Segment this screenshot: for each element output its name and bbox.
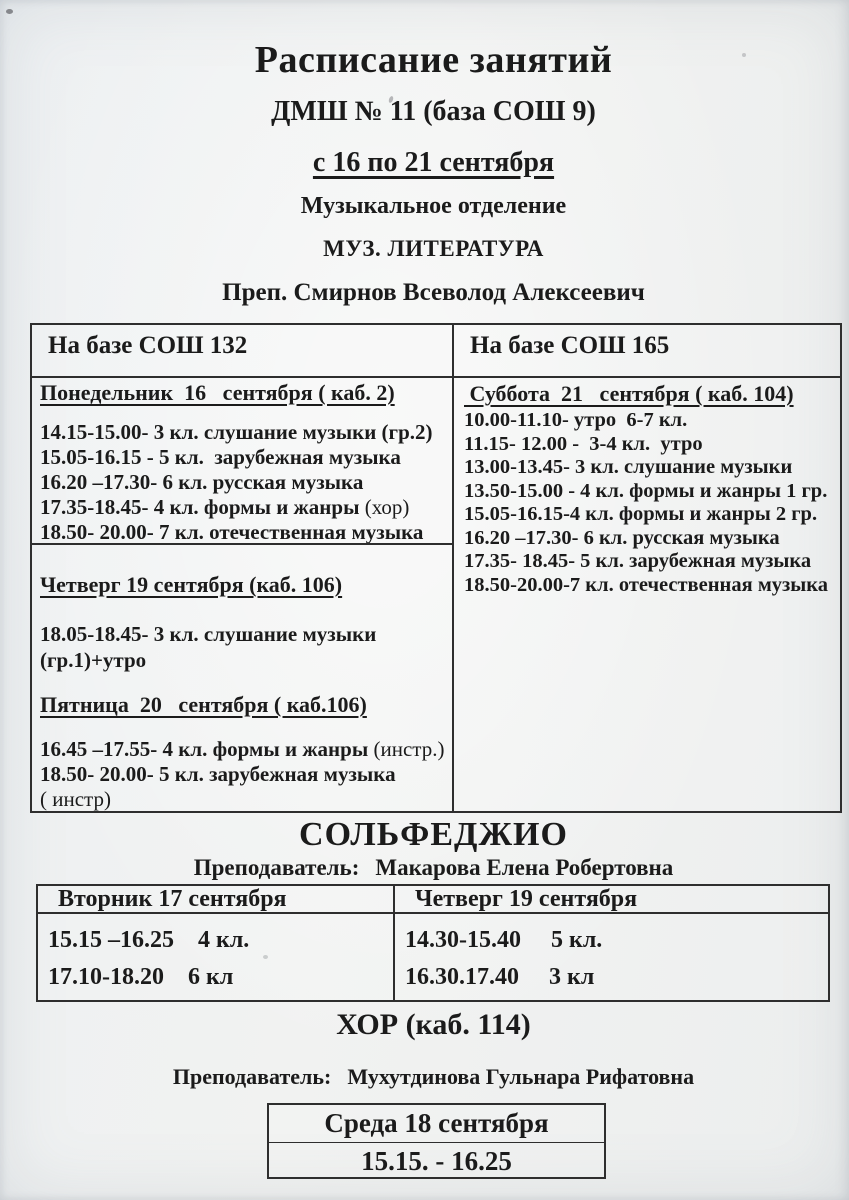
choir-table [267,1103,606,1179]
schedule-line: 17.35-18.45- 4 кл. формы и жанры (хор) [40,495,410,519]
solfeggio-column-tuesday [38,886,395,1000]
solfeggio-table [36,884,830,1002]
schedule-line: 18.05-18.45- 3 кл. слушание музыки [40,622,377,646]
document-title: Расписание занятий [254,39,613,81]
schedule-line: 16.20 –17.30- 6 кл. русская музыка [464,526,780,549]
friday-day-header: Пятница 20 сентября ( каб.106) [40,692,367,717]
schedule-line: 13.50-15.00 - 4 кл. формы и жанры 1 гр. [464,479,828,502]
column-sosh-132 [32,325,454,811]
monday-day-header: Понедельник 16 сентября ( каб. 2) [40,380,395,405]
solfeggio-teacher: Преподаватель: Макарова Елена Робертовна [193,855,674,880]
solfeggio-row: 14.30-15.40 5 кл. [405,927,603,953]
department-name: Музыкальное отделение [300,193,567,219]
column-sosh-165 [454,325,840,811]
thursday-lines [40,621,452,673]
friday-lines [40,737,452,811]
date-range: с 16 по 21 сентября [312,147,555,178]
schedule-line: 18.50-20.00-7 кл. отечественная музыка [464,573,829,596]
schedule-line: (гр.1)+утро [40,648,147,672]
choir-day: Среда 18 сентября [269,1105,604,1143]
saturday-lines [464,409,840,597]
scan-artifact [742,53,746,57]
schedule-line: 16.20 –17.30- 6 кл. русская музыка [40,470,364,494]
schedule-line: 17.35- 18.45- 5 кл. зарубежная музыка [464,550,812,572]
solfeggio-column-thursday [395,886,828,1000]
schedule-line: 15.05-16.15 - 5 кл. зарубежная музыка [40,445,401,469]
choir-teacher: Преподаватель: Мухутдинова Гульнара Рифатовна [172,1064,695,1089]
schedule-line: 16.45 –17.55- 4 кл. формы и жанры (инстр.) [40,737,445,761]
schedule-line: 10.00-11.10- утро 6-7 кл. [464,409,688,431]
monday-cell [32,378,452,545]
choir-time: 15.15. - 16.25 [361,1146,512,1176]
column-header-sosh-132: На базе СОШ 132 [32,325,452,378]
scan-artifact [263,955,268,959]
solfeggio-row: 17.10-18.20 6 кл [48,964,234,990]
main-teacher: Преп. Смирнов Всеволод Алексеевич [222,279,645,306]
school-name: ДМШ № 11 (база СОШ 9) [271,96,596,127]
schedule-line: 18.50- 20.00- 7 кл. отечественная музыка [40,520,424,544]
saturday-cell [454,378,840,811]
schedule-line: 14.15-15.00- 3 кл. слушание музыки (гр.2) [40,420,433,444]
solfeggio-header-thursday: Четверг 19 сентября [395,886,828,914]
subject-name: МУЗ. ЛИТЕРАТУРА [323,236,544,261]
solfeggio-row: 15.15 –16.25 4 кл. [48,927,250,953]
schedule-line: 11.15- 12.00 - 3-4 кл. утро [464,432,703,455]
solfeggio-header-tuesday: Вторник 17 сентября [38,886,393,914]
schedule-line: 18.50- 20.00- 5 кл. зарубежная музыка [40,762,396,786]
scan-artifact [6,9,13,14]
schedule-line: 15.05-16.15-4 кл. формы и жанры 2 гр. [464,503,818,525]
schedule-line: ( инстр) [40,787,111,811]
thursday-day-header: Четверг 19 сентября (каб. 106) [40,572,343,597]
schedule-line: 13.00-13.45- 3 кл. слушание музыки [464,456,793,478]
solfeggio-title: СОЛЬФЕДЖИО [299,816,568,853]
saturday-day-header: Суббота 21 сентября ( каб. 104) [464,381,794,406]
choir-title: ХОР (каб. 114) [336,1008,531,1041]
monday-lines [40,420,452,545]
column-header-sosh-165: На базе СОШ 165 [454,325,840,378]
main-schedule-table [30,323,842,813]
solfeggio-row: 16.30.17.40 3 кл [405,964,595,990]
thursday-friday-cell [32,545,452,811]
